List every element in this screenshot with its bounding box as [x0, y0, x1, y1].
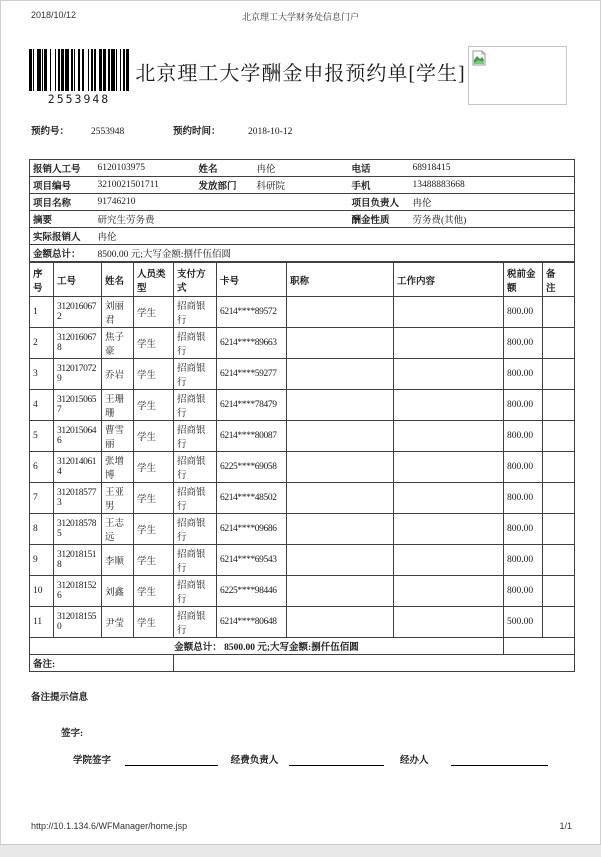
signature-heading: 签字: [61, 729, 84, 739]
payroll-cell-title [287, 297, 394, 328]
info-value: 科研院 [254, 177, 349, 194]
print-date: 2018/10/12 [31, 10, 77, 20]
reservation-no-value: 2553948 [91, 127, 125, 137]
totals-text: 金额总计： 8500.00 元;大写金额:捌仟伍佰圆 [30, 638, 504, 655]
payroll-cell-pay: 招商银行 [174, 576, 217, 607]
payroll-cell-note [543, 576, 575, 607]
payroll-row [30, 421, 575, 452]
payroll-cell-no: 4 [30, 390, 54, 421]
payroll-cell-title [287, 576, 394, 607]
payroll-cell-note [543, 607, 575, 638]
payroll-row [30, 297, 575, 328]
payroll-cell-note [543, 421, 575, 452]
payroll-table [29, 262, 575, 672]
payroll-cell-name: 王志远 [102, 514, 134, 545]
info-row [30, 211, 575, 228]
payroll-cell-title [287, 390, 394, 421]
payroll-header-row [30, 263, 575, 297]
payroll-cell-type: 学生 [134, 390, 174, 421]
payroll-cell-type: 学生 [134, 297, 174, 328]
payroll-remark-row [30, 655, 575, 672]
col-header-work: 工作内容 [394, 263, 504, 297]
payroll-cell-card: 6214****89572 [217, 297, 287, 328]
payroll-cell-title [287, 545, 394, 576]
handler-label: 经办人 [400, 756, 429, 766]
payroll-cell-work [394, 514, 504, 545]
col-header-name: 姓名 [102, 263, 134, 297]
payroll-cell-no: 8 [30, 514, 54, 545]
payroll-cell-card: 6214****69543 [217, 545, 287, 576]
info-row [30, 177, 575, 194]
payroll-cell-work [394, 545, 504, 576]
payroll-cell-amount: 800.00 [504, 514, 543, 545]
payroll-cell-amount: 800.00 [504, 483, 543, 514]
payroll-cell-name: 焦子豪 [102, 328, 134, 359]
payroll-row [30, 545, 575, 576]
payroll-cell-card: 6225****98446 [217, 576, 287, 607]
payroll-cell-amount: 800.00 [504, 297, 543, 328]
print-footer [31, 821, 572, 831]
info-label: 发放部门 [196, 177, 254, 194]
info-row [30, 194, 575, 211]
payroll-cell-title [287, 452, 394, 483]
info-value: 3210021501711 [95, 177, 196, 194]
payroll-cell-work [394, 297, 504, 328]
payroll-cell-amount: 800.00 [504, 452, 543, 483]
payroll-cell-id: 3120140614 [54, 452, 102, 483]
info-label: 项目负责人 [349, 194, 410, 211]
payroll-cell-title [287, 421, 394, 452]
payroll-cell-pay: 招商银行 [174, 545, 217, 576]
payroll-cell-pay: 招商银行 [174, 452, 217, 483]
broken-image-icon [472, 50, 486, 66]
col-header-note [543, 263, 575, 297]
payroll-cell-no: 9 [30, 545, 54, 576]
payroll-cell-type: 学生 [134, 607, 174, 638]
payroll-cell-card: 6214****78479 [217, 390, 287, 421]
payroll-cell-card: 6214****09686 [217, 514, 287, 545]
payroll-cell-name: 刘鑫 [102, 576, 134, 607]
payroll-cell-id: 3120170729 [54, 359, 102, 390]
payroll-cell-pay: 招商银行 [174, 607, 217, 638]
payroll-body [30, 297, 575, 638]
payroll-cell-card: 6214****59277 [217, 359, 287, 390]
payroll-row [30, 607, 575, 638]
info-row [30, 160, 575, 177]
payroll-cell-amount: 800.00 [504, 359, 543, 390]
payroll-cell-work [394, 390, 504, 421]
payroll-row [30, 452, 575, 483]
info-value: 研究生劳务费 [95, 211, 349, 228]
reservation-no-label: 预约号： [31, 127, 70, 137]
payroll-cell-card: 6214****48502 [217, 483, 287, 514]
payroll-cell-title [287, 328, 394, 359]
col-header-no: 序号 [30, 263, 54, 297]
payroll-cell-pay: 招商银行 [174, 514, 217, 545]
payroll-cell-amount: 800.00 [504, 390, 543, 421]
payroll-cell-pay: 招商银行 [174, 390, 217, 421]
payroll-cell-name: 张增博 [102, 452, 134, 483]
remark-value-cell [174, 655, 575, 672]
payroll-cell-id: 3120181518 [54, 545, 102, 576]
payroll-cell-amount: 800.00 [504, 545, 543, 576]
payroll-row [30, 483, 575, 514]
payroll-cell-pay: 招商银行 [174, 297, 217, 328]
payroll-cell-note [543, 359, 575, 390]
payroll-cell-work [394, 576, 504, 607]
payroll-cell-type: 学生 [134, 328, 174, 359]
payroll-row [30, 514, 575, 545]
payroll-cell-name: 王珊珊 [102, 390, 134, 421]
payroll-cell-pay: 招商银行 [174, 421, 217, 452]
payroll-cell-name: 刘丽君 [102, 297, 134, 328]
payroll-cell-title [287, 483, 394, 514]
payroll-cell-no: 6 [30, 452, 54, 483]
payroll-cell-work [394, 421, 504, 452]
info-label: 手机 [349, 177, 410, 194]
payroll-cell-work [394, 359, 504, 390]
payroll-row [30, 576, 575, 607]
payroll-cell-type: 学生 [134, 421, 174, 452]
header-spacer [430, 10, 570, 23]
remark-label: 备注: [30, 655, 174, 672]
payroll-cell-card: 6214****80087 [217, 421, 287, 452]
payroll-cell-title [287, 359, 394, 390]
payroll-cell-type: 学生 [134, 576, 174, 607]
payroll-cell-note [543, 328, 575, 359]
funds-owner-label: 经费负责人 [230, 756, 279, 766]
payroll-row [30, 359, 575, 390]
payroll-cell-type: 学生 [134, 514, 174, 545]
col-header-id: 工号 [54, 263, 102, 297]
payroll-cell-name: 李顺 [102, 545, 134, 576]
summary-info-table [29, 159, 575, 262]
payroll-cell-card: 6214****80648 [217, 607, 287, 638]
payroll-cell-type: 学生 [134, 452, 174, 483]
payroll-row [30, 390, 575, 421]
print-header [31, 10, 570, 23]
page-title: 北京理工大学酬金申报预约单[学生] [135, 63, 466, 85]
payroll-cell-id: 3120185773 [54, 483, 102, 514]
info-value: 6120103975 [95, 160, 196, 177]
info-label: 姓名 [196, 160, 254, 177]
col-header-amount: 税前金额 [504, 263, 543, 297]
info-value: 68918415 [410, 160, 575, 177]
payroll-cell-pay: 招商银行 [174, 359, 217, 390]
payroll-cell-note [543, 452, 575, 483]
payroll-cell-note [543, 483, 575, 514]
info-label: 金额总计： [30, 245, 95, 262]
payroll-cell-title [287, 514, 394, 545]
info-label: 项目名称 [30, 194, 95, 211]
info-label: 电话 [349, 160, 410, 177]
payroll-cell-no: 7 [30, 483, 54, 514]
payroll-cell-no: 2 [30, 328, 54, 359]
info-value: 91746210 [95, 194, 349, 211]
col-header-card: 卡号 [217, 263, 287, 297]
payroll-cell-no: 5 [30, 421, 54, 452]
info-value: 冉伦 [254, 160, 349, 177]
document-body [29, 159, 574, 766]
payroll-cell-amount: 800.00 [504, 576, 543, 607]
info-row [30, 245, 575, 262]
footer-page-number: 1/1 [559, 821, 572, 831]
payroll-cell-work [394, 452, 504, 483]
payroll-cell-id: 3120181550 [54, 607, 102, 638]
info-label: 酬金性质 [349, 211, 410, 228]
handler-signature-line [451, 754, 548, 766]
col-header-note-text: 备注 [546, 269, 556, 294]
remark-hint: 备注提示信息 [31, 693, 89, 703]
payroll-cell-name: 曹雪丽 [102, 421, 134, 452]
payroll-cell-id: 3120150657 [54, 390, 102, 421]
footer-url: http://10.1.134.6/WFManager/home.jsp [31, 821, 188, 831]
funds-owner-signature-line [289, 754, 384, 766]
payroll-cell-id: 3120185785 [54, 514, 102, 545]
info-row [30, 228, 575, 245]
payroll-cell-type: 学生 [134, 483, 174, 514]
info-value: 8500.00 元;大写金额:捌仟伍佰圆 [95, 245, 575, 262]
payroll-cell-name: 王亚男 [102, 483, 134, 514]
payroll-cell-amount: 800.00 [504, 421, 543, 452]
payroll-cell-note [543, 297, 575, 328]
payroll-cell-note [543, 514, 575, 545]
payroll-cell-note [543, 390, 575, 421]
payroll-cell-work [394, 483, 504, 514]
payroll-cell-name: 乔岩 [102, 359, 134, 390]
reservation-time-value: 2018-10-12 [248, 127, 293, 137]
payroll-cell-no: 10 [30, 576, 54, 607]
totals-empty-cell [504, 638, 575, 655]
college-signature-label: 学院签字 [73, 756, 112, 766]
payroll-cell-no: 11 [30, 607, 54, 638]
payroll-cell-card: 6225****69058 [217, 452, 287, 483]
payroll-cell-amount: 800.00 [504, 328, 543, 359]
info-value: 13488883668 [410, 177, 575, 194]
payroll-cell-type: 学生 [134, 545, 174, 576]
payroll-cell-title [287, 607, 394, 638]
payroll-totals-row [30, 638, 575, 655]
payroll-cell-id: 3120181526 [54, 576, 102, 607]
logo-image-placeholder [468, 46, 567, 105]
background-band [0, 845, 601, 857]
barcode-number: 2553948 [47, 92, 111, 106]
payroll-cell-note [543, 545, 575, 576]
reservation-time-label: 预约时间： [173, 127, 221, 137]
info-value: 劳务费(其他) [410, 211, 575, 228]
payroll-cell-no: 1 [30, 297, 54, 328]
signature-row [29, 752, 574, 766]
col-header-title: 职称 [287, 263, 394, 297]
payroll-cell-work [394, 607, 504, 638]
payroll-cell-id: 3120160678 [54, 328, 102, 359]
info-value: 冉伦 [95, 228, 575, 245]
payroll-cell-name: 尹莹 [102, 607, 134, 638]
col-header-type: 人员类型 [134, 263, 174, 297]
payroll-cell-pay: 招商银行 [174, 328, 217, 359]
payroll-cell-card: 6214****89663 [217, 328, 287, 359]
info-label: 项目编号 [30, 177, 95, 194]
info-label: 报销人工号 [30, 160, 95, 177]
payroll-cell-amount: 500.00 [504, 607, 543, 638]
col-header-pay: 支付方式 [174, 263, 217, 297]
reservation-line [31, 123, 292, 137]
payroll-row [30, 328, 575, 359]
payroll-cell-work [394, 328, 504, 359]
payroll-cell-no: 3 [30, 359, 54, 390]
info-value: 冉伦 [410, 194, 575, 211]
payroll-cell-id: 3120150646 [54, 421, 102, 452]
info-label: 摘要 [30, 211, 95, 228]
payroll-cell-pay: 招商银行 [174, 483, 217, 514]
payroll-cell-type: 学生 [134, 359, 174, 390]
portal-title: 北京理工大学财务处信息门户 [241, 12, 359, 22]
info-label: 实际报销人 [30, 228, 95, 245]
payroll-cell-id: 3120160672 [54, 297, 102, 328]
college-signature-line [125, 754, 218, 766]
